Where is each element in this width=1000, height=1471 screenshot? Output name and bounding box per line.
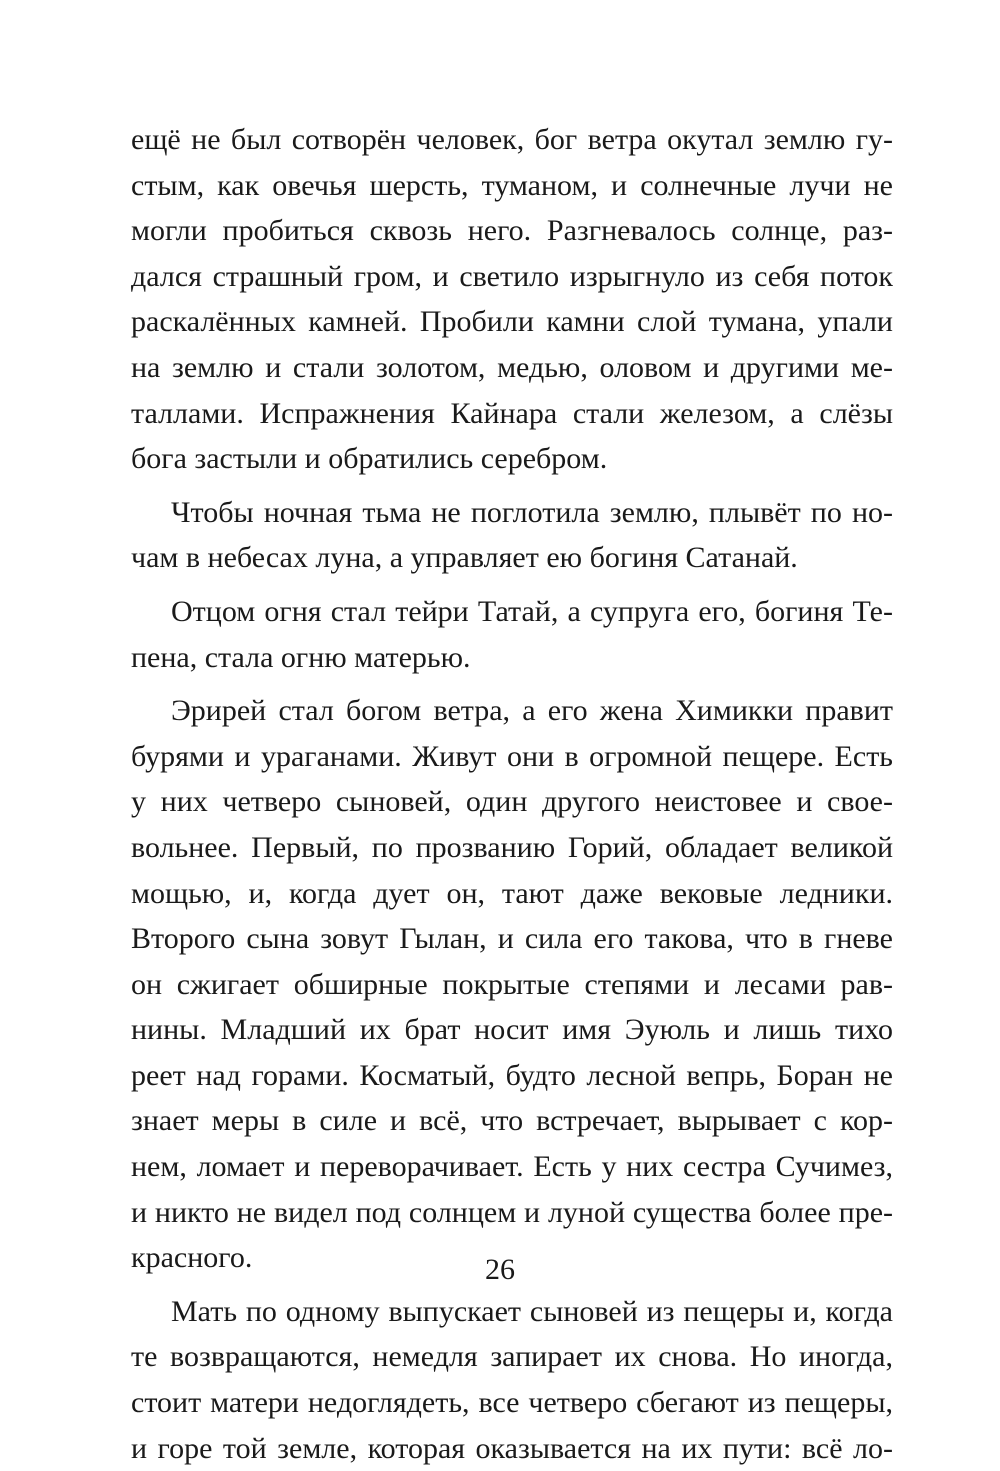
paragraph-gap (131, 581, 893, 589)
text-line: и горе той земле, которая оказывается на их пути: всё ло- (131, 1431, 893, 1465)
text-line: и никто не видел под солнцем и луной существа более пре- (131, 1195, 893, 1229)
text-line: Отцом огня стал тейри Татай, а супруга его, богиня Те- (171, 594, 893, 628)
text-line: он сжигает обширные покрытые степями и лесами рав- (131, 967, 893, 1001)
text-line: бога застыли и обратились серебром. (131, 442, 608, 476)
text-line: те возвращаются, немедля запирает их снова. Но иногда, (131, 1340, 893, 1374)
paragraph (131, 117, 893, 482)
text-line: Эрирей стал богом ветра, а его жена Химикки правит (171, 694, 893, 728)
text-line: стоит матери недоглядеть, все четверо сбегают из пещеры, (131, 1386, 893, 1420)
text-line: вольнее. Первый, по прозванию Горий, обладает великой (131, 830, 893, 864)
text-line: стым, как овечья шерсть, туманом, и солнечные лучи не (131, 168, 893, 202)
text-line: таллами. Испражнения Кайнара стали железом, а слёзы (131, 396, 893, 430)
text-line: у них четверо сыновей, один другого неистовее и свое- (131, 785, 893, 819)
text-line: нины. Младший их брат носит имя Эуюль и лишь тихо (131, 1013, 893, 1047)
text-line: раскалённых камней. Пробили камни слой тумана, упали (131, 305, 893, 339)
text-line: ещё не был сотворён человек, бог ветра окутал землю гу- (131, 123, 893, 156)
text-line: могли пробиться сквозь него. Разгневалось солнце, раз- (131, 214, 893, 248)
paragraph (131, 490, 893, 581)
text-line: знает меры в силе и всё, что встречает, вырывает с кор- (131, 1104, 893, 1138)
page-number: 26 (485, 1253, 515, 1286)
text-line: пена, стала огню матерью. (131, 640, 471, 674)
text-line: Второго сына зовут Гылан, и сила его такова, что в гневе (131, 922, 893, 956)
text-line: Мать по одному выпускает сыновей из пещеры и, когда (171, 1294, 893, 1328)
text-line: дался страшный гром, и светило изрыгнуло из себя поток (131, 259, 893, 293)
text-line: чам в небесах луна, а управляет ею богиня Сатанай. (131, 541, 798, 575)
paragraph-gap (131, 482, 893, 490)
paragraph-gap (131, 680, 893, 688)
text-line: Чтобы ночная тьма не поглотила землю, плывёт по но- (171, 495, 893, 529)
text-line: реет над горами. Косматый, будто лесной вепрь, Боран не (131, 1058, 893, 1092)
paragraph (131, 589, 893, 680)
paragraph (131, 688, 893, 1281)
paragraph (131, 1289, 893, 1471)
text-line: мощью, и, когда дует он, тают даже вековые ледники. (131, 876, 893, 910)
text-line: бурями и ураганами. Живут они в огромной пещере. Есть (131, 739, 893, 773)
text-line: на землю и стали золотом, медью, оловом и другими ме- (131, 350, 893, 384)
text-line: нем, ломает и переворачивает. Есть у них сестра Сучимез, (131, 1150, 893, 1184)
text-line: красного. (131, 1241, 253, 1275)
